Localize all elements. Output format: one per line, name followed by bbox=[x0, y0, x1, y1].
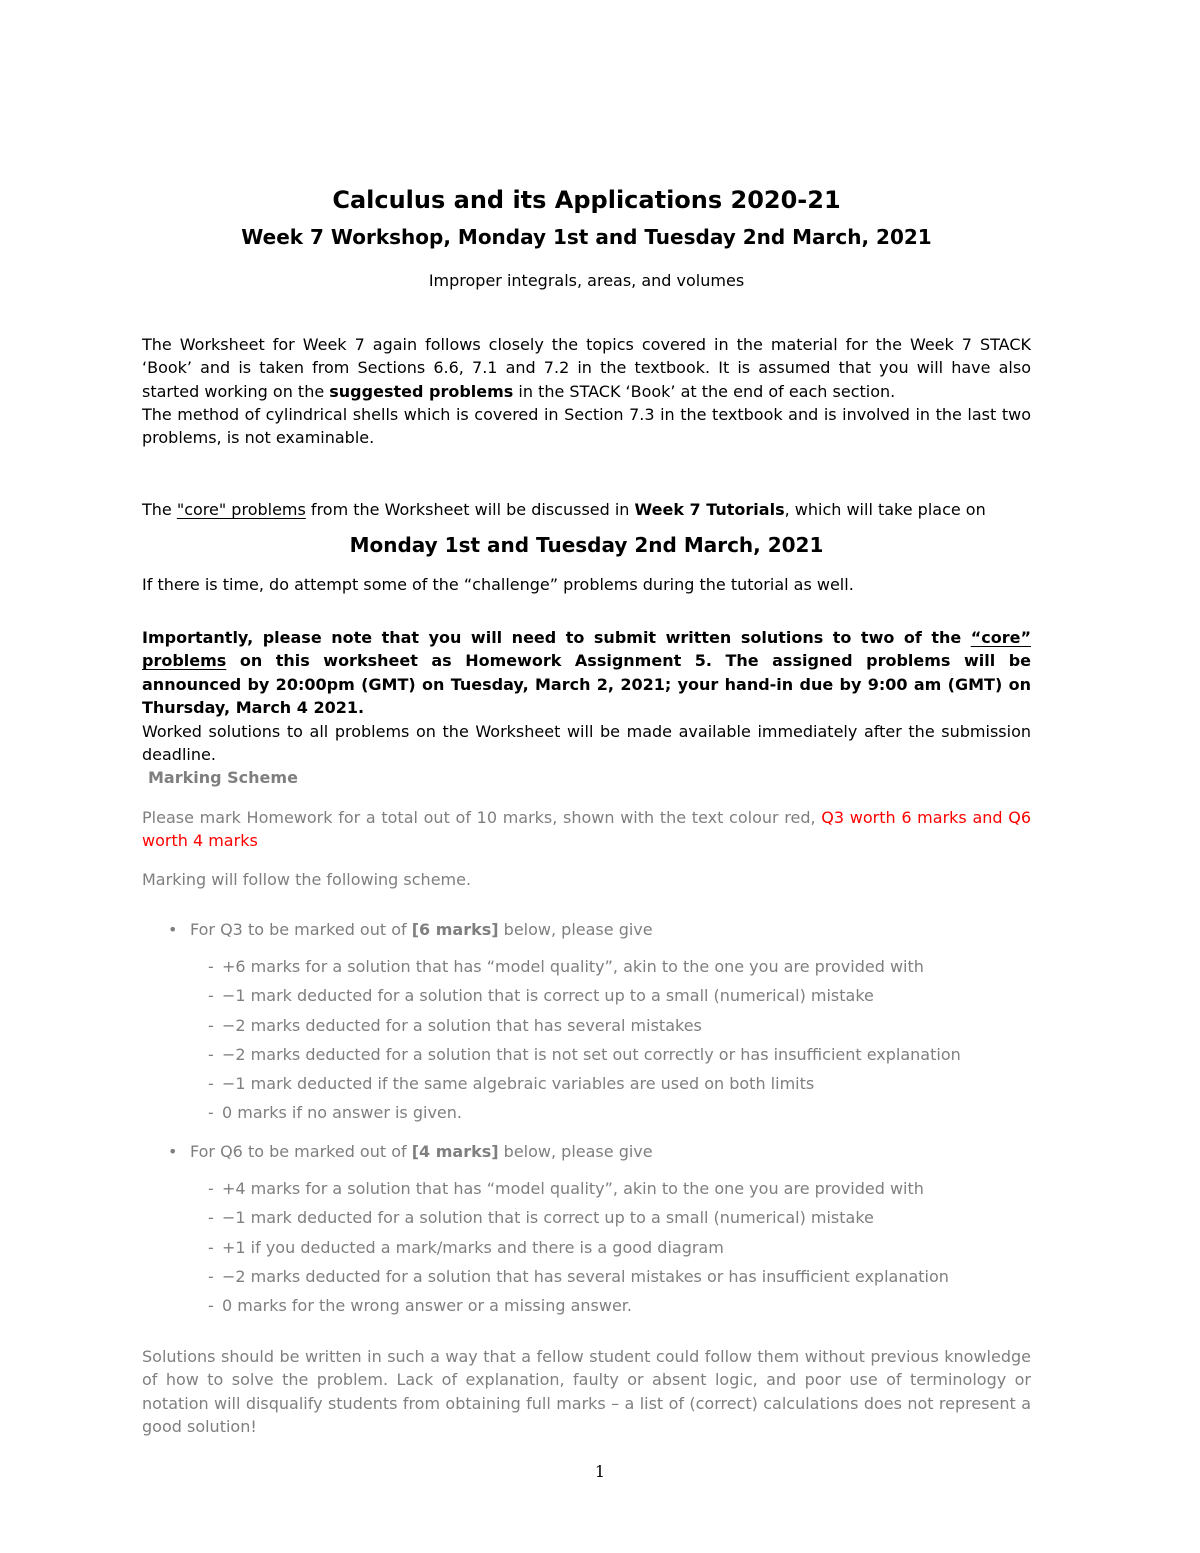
q3-item: - −1 mark deducted for a solution that is correct up to a small (numerical) mistake bbox=[208, 986, 874, 1005]
tutorial-date: Monday 1st and Tuesday 2nd March, 2021 bbox=[349, 533, 824, 557]
week7-tutorials-text: Week 7 Tutorials bbox=[634, 500, 785, 519]
q6-bullet-text bbox=[190, 1140, 653, 1164]
suggested-problems-text: suggested problems bbox=[329, 381, 514, 401]
page-subtitle: Week 7 Workshop, Monday 1st and Tuesday 2nd March, 2021 bbox=[241, 225, 932, 249]
q3-item: - +6 marks for a solution that has “model quality”, akin to the one you are provided with bbox=[208, 957, 924, 976]
tutorial-paragraph bbox=[142, 498, 1031, 521]
q6-item-text: −2 marks deducted for a solution that has several mistakes or has insufficient explanation bbox=[222, 1267, 949, 1286]
q3-item-text: −1 mark deducted if the same algebraic variables are used on both limits bbox=[222, 1074, 815, 1093]
q3-item: - −1 mark deducted if the same algebraic variables are used on both limits bbox=[208, 1074, 815, 1093]
marking-scheme-heading: Marking Scheme bbox=[148, 768, 298, 787]
page-title: Calculus and its Applications 2020-21 bbox=[332, 186, 841, 214]
intro-text-b: in the STACK ‘Book’ at the end of each section. bbox=[513, 381, 896, 401]
marking-intro-text: Please mark Homework for a total out of 10 marks, shown with the text colour red, bbox=[142, 808, 822, 827]
q6-item-text: 0 marks for the wrong answer or a missing answer. bbox=[222, 1296, 632, 1315]
q3-text-a: For Q3 to be marked out of bbox=[190, 920, 412, 939]
q6-item: - −2 marks deducted for a solution that has several mistakes or has insufficient explanation bbox=[208, 1267, 949, 1286]
page-number: 1 bbox=[594, 1462, 606, 1481]
q3-bullet-text bbox=[190, 918, 653, 942]
q3-item-text: 0 marks if no answer is given. bbox=[222, 1103, 462, 1122]
q3-marks: [6 marks] bbox=[411, 920, 499, 939]
challenge-note: If there is time, do attempt some of the “challenge” problems during the tutorial as well. bbox=[142, 575, 854, 594]
worked-solutions-note: Worked solutions to all problems on the Worksheet will be made available immediately after the submission deadline. bbox=[142, 722, 1031, 765]
q6-item: - +4 marks for a solution that has “model quality”, akin to the one you are provided with bbox=[208, 1179, 924, 1198]
q6-item: - −1 mark deducted for a solution that is correct up to a small (numerical) mistake bbox=[208, 1208, 874, 1227]
bullet-icon: • bbox=[168, 1142, 178, 1161]
core-problems-link-text: "core" problems bbox=[176, 500, 306, 519]
q6-text-a: For Q6 to be marked out of bbox=[190, 1142, 412, 1161]
q6-item: - 0 marks for the wrong answer or a missing answer. bbox=[208, 1296, 632, 1315]
q6-item-text: −1 mark deducted for a solution that is correct up to a small (numerical) mistake bbox=[222, 1208, 874, 1227]
q3-text-b: below, please give bbox=[498, 920, 653, 939]
intro-text-a: The Worksheet for Week 7 again follows closely the topics covered in the material for the Week 7 STACK ‘Book’ and is taken from Sections 6.6, 7.1 and 7.2 in the textbook. It is assumed that you will have also started working on the bbox=[142, 335, 1031, 401]
q6-text-b: below, please give bbox=[498, 1142, 653, 1161]
important-notice bbox=[142, 626, 1031, 719]
q3-item-text: −2 marks deducted for a solution that is not set out correctly or has insufficient explanation bbox=[222, 1045, 961, 1064]
cylindrical-shells-note: The method of cylindrical shells which is covered in Section 7.3 in the textbook and is involved in the last two problems, is not examinable. bbox=[142, 405, 1031, 448]
tutorial-text-c: , which will take place on bbox=[784, 500, 986, 519]
important-text-b: on this worksheet as Homework Assignment 5. The assigned problems will be announced by 20:00pm (GMT) on Tuesday, March 2, 2021; your hand-in due by 9:00 am (GMT) on Thursday, March 4 2021. bbox=[142, 651, 1031, 717]
bullet-icon: • bbox=[168, 920, 178, 939]
q3-item-text: +6 marks for a solution that has “model quality”, akin to the one you are provided with bbox=[222, 957, 924, 976]
important-text-a: Importantly, please note that you will need to submit written solutions to two of the bbox=[142, 628, 971, 647]
q3-item: - −2 marks deducted for a solution that has several mistakes bbox=[208, 1016, 702, 1035]
topic-line: Improper integrals, areas, and volumes bbox=[428, 271, 745, 290]
q3-item: - −2 marks deducted for a solution that is not set out correctly or has insufficient explanation bbox=[208, 1045, 961, 1064]
tutorial-text-a: The bbox=[142, 500, 177, 519]
q6-item: - +1 if you deducted a mark/marks and there is a good diagram bbox=[208, 1238, 724, 1257]
marking-red-text: Q3 worth 6 marks and Q6 worth 4 marks bbox=[142, 808, 1032, 851]
q3-item-text: −1 mark deducted for a solution that is correct up to a small (numerical) mistake bbox=[222, 986, 874, 1005]
tutorial-text-b: from the Worksheet will be discussed in bbox=[305, 500, 635, 519]
q6-item-text: +4 marks for a solution that has “model quality”, akin to the one you are provided with bbox=[222, 1179, 924, 1198]
q3-item: - 0 marks if no answer is given. bbox=[208, 1103, 462, 1122]
solutions-guidance: Solutions should be written in such a way that a fellow student could follow them without previous knowledge of how to solve the problem. Lack of explanation, faulty or absent logic, and poor use of terminology or notation will disqualify students from obtaining full marks – a list of (correct) calculations does not represent a good solution! bbox=[142, 1347, 1031, 1436]
intro-paragraph bbox=[142, 333, 1031, 403]
q6-marks: [4 marks] bbox=[411, 1142, 499, 1161]
core-problems-underlined: “core” problems bbox=[142, 628, 1031, 671]
marking-follow: Marking will follow the following scheme. bbox=[142, 870, 472, 889]
marking-intro bbox=[142, 806, 1031, 853]
q3-item-text: −2 marks deducted for a solution that has several mistakes bbox=[222, 1016, 702, 1035]
q6-item-text: +1 if you deducted a mark/marks and there is a good diagram bbox=[222, 1238, 724, 1257]
